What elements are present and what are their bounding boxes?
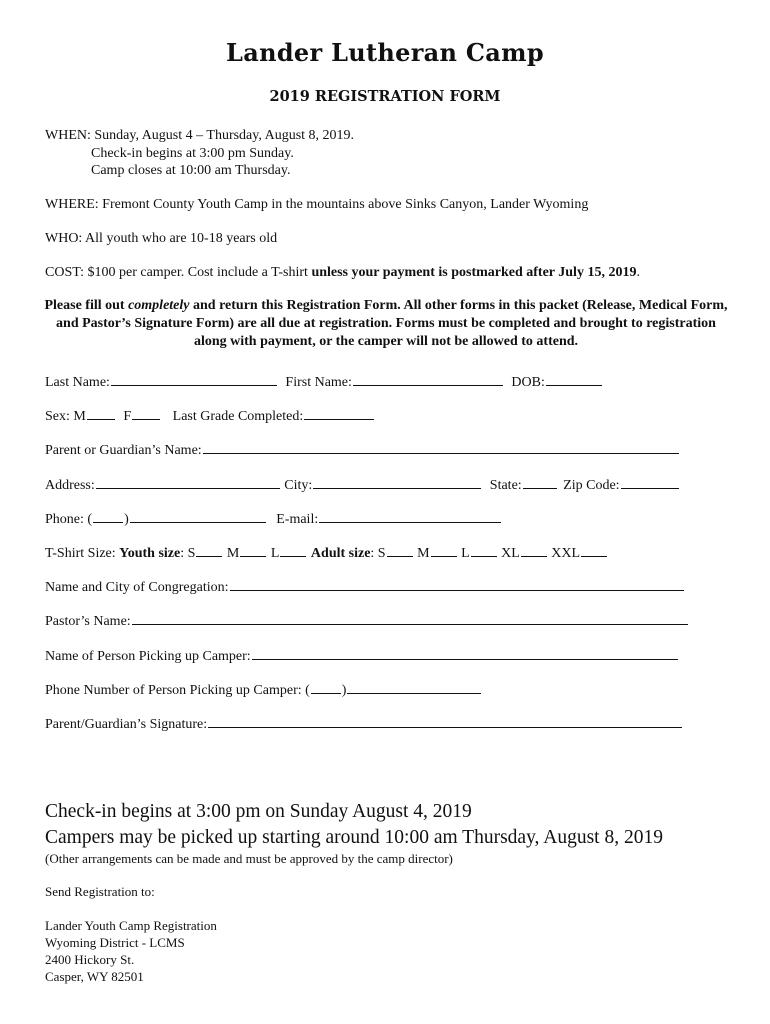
adult-xxl-field[interactable] — [581, 543, 607, 557]
adult-size-label: Adult size — [310, 546, 371, 561]
cost-text: COST: $100 per camper. Cost include a T-shirt — [45, 265, 312, 280]
guardian-name-label: Parent or Guardian’s Name: — [45, 443, 202, 458]
city-label: City: — [284, 478, 313, 493]
mailing-address-line-2: Wyoming District - LCMS — [45, 935, 185, 950]
tshirt-row — [45, 543, 608, 562]
last-grade-label: Last Grade Completed: — [172, 409, 304, 424]
pickup-phone-label: Phone Number of Person Picking up Camper: ( — [45, 683, 310, 698]
sex-grade-row — [45, 406, 375, 425]
form-subtitle: 2019 REGISTRATION FORM — [269, 88, 501, 105]
adult-xxl-label: XXL — [551, 546, 581, 561]
name-row — [45, 372, 603, 391]
pickup-phone-row — [45, 680, 482, 699]
youth-l-field[interactable] — [280, 543, 306, 557]
form-title: Lander Lutheran Camp — [226, 38, 544, 67]
adult-l-label: L — [461, 546, 470, 561]
checkin-time-line: Check-in begins at 3:00 pm Sunday. — [91, 146, 294, 161]
last-name-field[interactable] — [111, 372, 277, 386]
notice-part-2: and return this Registration Form. All other forms in this packet (Release, Medical Form, and Pastor’s Signature Form) are all due at registration. Forms must be completed and brought to registration along with payment, or the camper will not be allowed to attend. — [56, 298, 728, 349]
pastor-row — [45, 611, 689, 630]
state-field[interactable] — [523, 475, 557, 489]
who-line: WHO: All youth who are 10-18 years old — [45, 231, 278, 246]
phone-area-code-field[interactable] — [93, 509, 123, 523]
when-line: WHEN: Sunday, August 4 – Thursday, August 8, 2019. — [45, 128, 355, 143]
adult-xl-field[interactable] — [521, 543, 547, 557]
phone-number-field[interactable] — [130, 509, 266, 523]
pastor-label: Pastor’s Name: — [45, 614, 131, 629]
adult-l-field[interactable] — [471, 543, 497, 557]
guardian-name-field[interactable] — [203, 440, 679, 454]
dob-label: DOB: — [511, 375, 545, 390]
tshirt-label: T-Shirt Size: — [45, 546, 120, 561]
arrangements-note: (Other arrangements can be made and must be approved by the camp director) — [45, 851, 453, 866]
notice-part-1: Please fill out — [44, 298, 129, 313]
mailing-address-line-1: Lander Youth Camp Registration — [45, 918, 217, 933]
youth-l-label: L — [270, 546, 280, 561]
phone-row — [45, 509, 502, 528]
city-field[interactable] — [313, 475, 481, 489]
cost-period: . — [636, 265, 640, 280]
youth-s-label: : S — [180, 546, 196, 561]
pickup-phone-number-field[interactable] — [347, 680, 481, 694]
signature-row — [45, 714, 683, 733]
camp-close-line: Camp closes at 10:00 am Thursday. — [91, 163, 291, 178]
address-label: Address: — [45, 478, 95, 493]
adult-m-field[interactable] — [431, 543, 457, 557]
email-field[interactable] — [319, 509, 501, 523]
mailing-address-line-4: Casper, WY 82501 — [45, 969, 144, 984]
where-line: WHERE: Fremont County Youth Camp in the mountains above Sinks Canyon, Lander Wyoming — [45, 197, 589, 212]
pastor-field[interactable] — [132, 611, 688, 625]
first-name-label: First Name: — [285, 375, 352, 390]
last-grade-field[interactable] — [304, 406, 374, 420]
pickup-phone-area-field[interactable] — [311, 680, 341, 694]
dob-field[interactable] — [546, 372, 602, 386]
email-label: E-mail: — [276, 512, 319, 527]
address-row — [45, 475, 680, 494]
send-registration-label: Send Registration to: — [45, 884, 155, 899]
address-field[interactable] — [96, 475, 280, 489]
phone-paren: ) — [124, 512, 129, 527]
last-name-label: Last Name: — [45, 375, 110, 390]
phone-label: Phone: ( — [45, 512, 93, 527]
pickup-name-label: Name of Person Picking up Camper: — [45, 649, 251, 664]
pickup-announcement: Campers may be picked up starting around 10:00 am Thursday, August 8, 2019 — [45, 827, 663, 848]
adult-s-label: : S — [370, 546, 386, 561]
sex-m-label: Sex: M — [45, 409, 86, 424]
zip-field[interactable] — [621, 475, 679, 489]
cost-deadline-text: unless your payment is postmarked after July 15, 2019 — [311, 265, 637, 280]
congregation-row — [45, 577, 685, 596]
youth-size-label: Youth size — [119, 546, 181, 561]
pickup-name-row — [45, 646, 679, 665]
adult-m-label: M — [417, 546, 430, 561]
congregation-label: Name and City of Congregation: — [45, 580, 229, 595]
youth-m-field[interactable] — [240, 543, 266, 557]
state-label: State: — [489, 478, 522, 493]
sex-f-field[interactable] — [132, 406, 160, 420]
zip-label: Zip Code: — [563, 478, 620, 493]
congregation-field[interactable] — [230, 577, 684, 591]
signature-field[interactable] — [208, 714, 682, 728]
guardian-row — [45, 440, 680, 459]
adult-s-field[interactable] — [387, 543, 413, 557]
sex-m-field[interactable] — [87, 406, 115, 420]
first-name-field[interactable] — [353, 372, 503, 386]
pickup-phone-paren: ) — [341, 683, 347, 698]
pickup-name-field[interactable] — [252, 646, 678, 660]
checkin-announcement: Check-in begins at 3:00 pm on Sunday August 4, 2019 — [45, 801, 472, 822]
signature-label: Parent/Guardian’s Signature: — [45, 717, 208, 732]
youth-s-field[interactable] — [196, 543, 222, 557]
instructions-notice — [40, 297, 732, 351]
cost-line — [45, 264, 640, 281]
youth-m-label: M — [226, 546, 240, 561]
notice-emphasis: completely — [128, 298, 190, 313]
mailing-address-line-3: 2400 Hickory St. — [45, 952, 135, 967]
sex-f-label: F — [123, 409, 132, 424]
adult-xl-label: XL — [501, 546, 520, 561]
